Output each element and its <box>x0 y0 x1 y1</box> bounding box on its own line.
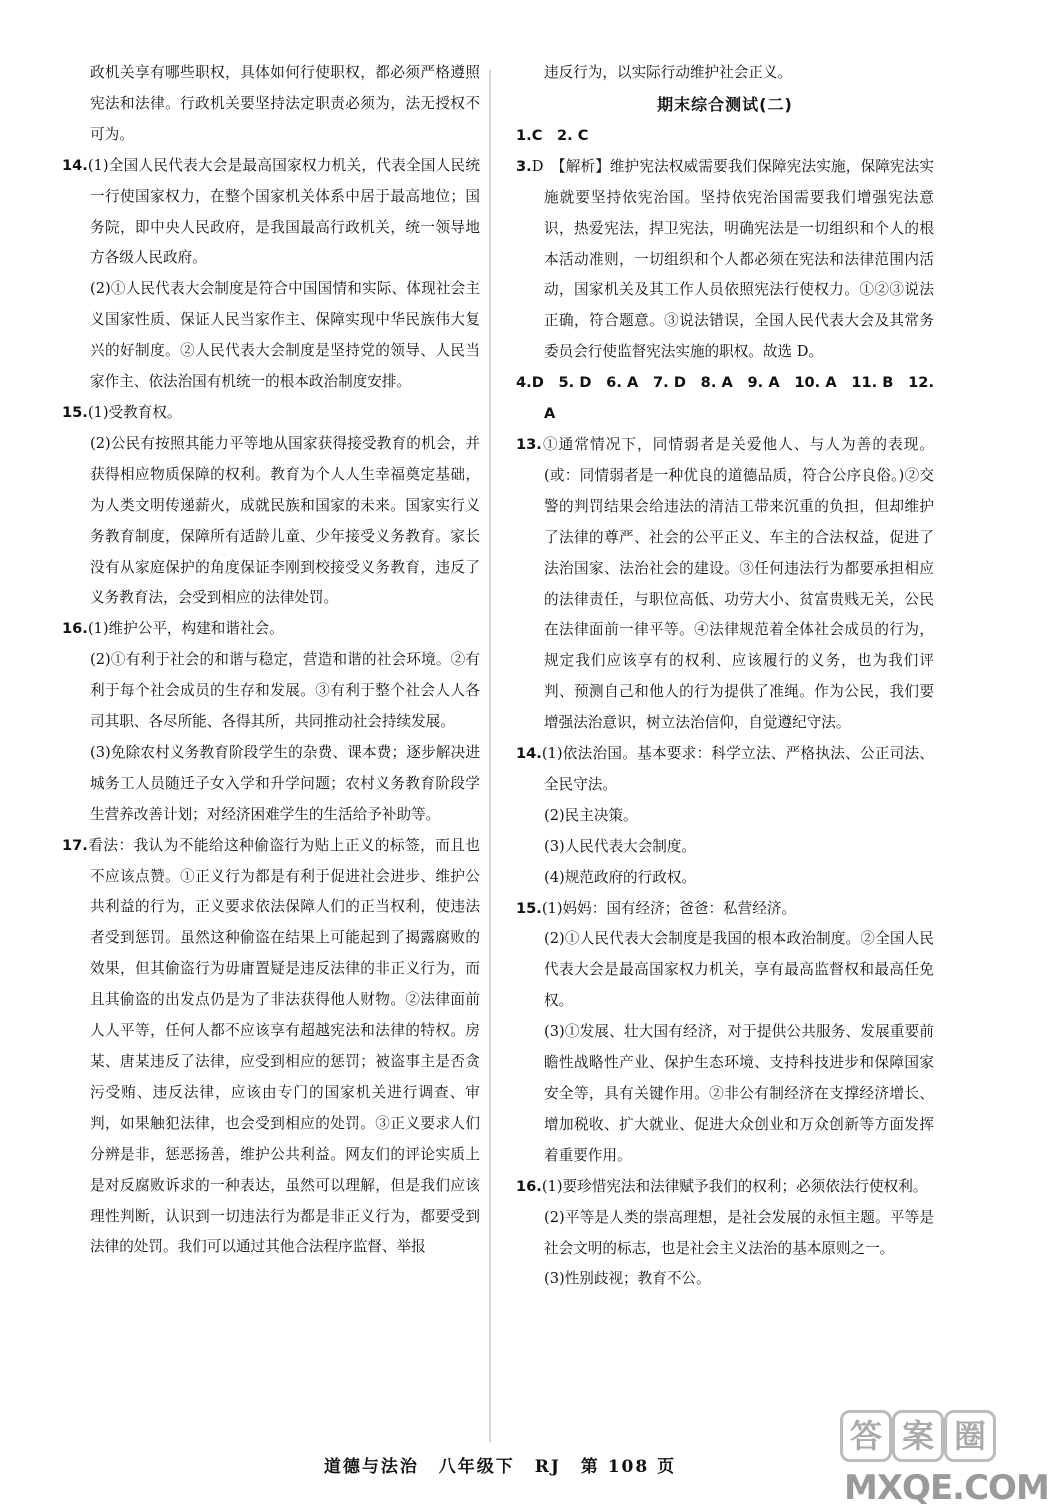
answer-text: (3)免除农村义务教育阶段学生的杂费、课本费；逐步解决进城务工人员随迁子女入学和升学问题；农村义务教育阶段学生营养改善计划；对经济困难学生的生活给予补助等。 <box>90 743 480 823</box>
column-divider <box>489 70 491 1442</box>
answer-item <box>62 151 480 275</box>
question-number: 3. <box>516 157 532 175</box>
answer-text: (1)妈妈：国有经济；爸爸：私营经济。 <box>541 899 797 917</box>
question-number: 16. <box>62 620 88 638</box>
answer-item <box>516 1203 934 1265</box>
answer-text: (3)人民代表大会制度。 <box>544 837 697 855</box>
answer-item <box>62 398 480 429</box>
answer-item <box>516 152 934 368</box>
answer-text: ①通常情况下，同情弱者是关爱他人、与人为善的表现。(或：同情弱者是一种优良的道德品质，符合公序良俗。)②交警的判罚结果会给违法的清洁工带来沉重的负担，但却维护了法律的尊严、社会的公平正义、车主的合法权益，促进了法治国家、法治社会的建设。③任何违法行为都要承担相应的法律责任，与职位高低、功劳大小、贫富贵贱无关，公民在法律面前一律平等。④法律规范着全体社会成员的行为，规定我们应该享有的权利、应该履行的义务，也为我们评判、预测自己和他人的行为提供了准绳。作为公民，我们要增强法治意识，树立法治信仰，自觉遵纪守法。 <box>541 435 934 732</box>
question-number: 17. <box>62 836 88 854</box>
answer-item <box>62 274 480 398</box>
question-number: 15. <box>516 899 542 917</box>
answer-item <box>516 801 934 832</box>
answer-item <box>516 1017 934 1172</box>
answer-text: (2)①人民代表大会制度是我国的根本政治制度。②全国人民代表大会是最高国家权力机关，享有最高监督权和最高任免权。 <box>544 930 934 1010</box>
question-number: 13. <box>516 435 542 453</box>
answer-item <box>516 863 934 894</box>
answer-text: (1)维护公平，构建和谐社会。 <box>87 620 284 638</box>
section-title: 期末综合测试(二) <box>657 94 793 114</box>
answer-item <box>516 430 934 739</box>
answer-item <box>516 739 934 801</box>
answer-text: (3)①发展、壮大国有经济，对于提供公共服务、发展重要前瞻性战略性产业、保护生态环境、支持科技进步和保障国家安全等，具有关键作用。②非公有制经济在支撑经济增长、增加税收、扩大就业、促进大众创业和万众创新等方面发挥着重要作用。 <box>544 1023 934 1164</box>
answer-item <box>516 832 934 863</box>
answer-text: (2)民主决策。 <box>544 806 638 824</box>
answer-item <box>516 894 934 925</box>
answer-text: D 5. D 6. A 7. D 8. A 9. A 10. A 11. B 12. A <box>531 374 934 423</box>
answer-text: (1)受教育权。 <box>87 403 182 421</box>
continued-text: 违反行为，以实际行动维护社会正义。 <box>544 64 793 81</box>
watermark-url: MXQE.COM <box>844 1468 1049 1508</box>
question-number: 4. <box>516 374 532 392</box>
answer-text: (1)全国人民代表大会是最高国家权力机关，代表全国人民统一行使国家权力，在整个国家机关体系中居于最高地位；国务院，即中央人民政府，是我国最高行政机关，统一领导地方各级人民政府。 <box>87 156 480 267</box>
answer-item <box>62 645 480 738</box>
answer-text: (2)平等是人类的崇高理想，是社会发展的永恒主题。平等是社会文明的标志，也是社会主义法治的基本原则之一。 <box>544 1208 934 1257</box>
watermark-char: 答 <box>840 1410 892 1462</box>
right-column <box>516 58 934 1295</box>
question-number: 14. <box>516 745 542 763</box>
answer-item <box>62 831 480 1264</box>
answer-text: (4)规范政府的行政权。 <box>544 868 697 886</box>
answer-text: (3)性别歧视；教育不公。 <box>544 1270 711 1288</box>
answer-text: (1)要珍惜宪法和法律赋予我们的权利；必须依法行使权利。 <box>541 1177 928 1195</box>
answer-text: 看法：我认为不能给这种偷盗行为贴上正义的标签，而且也不应该点赞。①正义行为都是有利于促进社会进步、维护公共利益的行为，正义要求依法保障人们的正当权利，使违法者受到惩罚。虽然这种偷盗在结果上可能起到了揭露腐败的效果，但其偷盗行为毋庸置疑是违反法律的非正义行为，而且其偷盗的出发点仍是为了非法获得他人财物。②法律面前人人平等，任何人都不应该享有超越宪法和法律的特权。房某、唐某违反了法律，应受到相应的惩罚；被盗事主是否贪污受贿、违反法律，应该由专门的国家机关进行调查、审判，如果触犯法律，也会受到相应的处罚。③正义要求人们分辨是非，惩恶扬善，维护公共利益。网友们的评论实质上是对反腐败诉求的一种表达，虽然可以理解，但是我们应该理性判断，认识到一切违法行为都是非正义行为，都要受到法律的处罚。我们可以通过其他合法程序监督、举报 <box>87 836 480 1256</box>
answer-item <box>62 738 480 831</box>
watermark-char: 案 <box>892 1410 944 1462</box>
footer-edition: RJ <box>534 1457 561 1477</box>
answer-item <box>516 1264 934 1295</box>
answer-text: (2)公民有按照其能力平等地从国家获得接受教育的机会，并获得相应物质保障的权利。教育为个人人生幸福奠定基础，为人类文明传递薪火，成就民族和国家的未来。国家实行义务教育制度，保障所有适龄儿童、少年接受义务教育。家长没有从家庭保护的角度保证李刚到校接受义务教育，违反了义务教育法，会受到相应的法律处罚。 <box>90 434 480 607</box>
answer-text: (2)①人民代表大会制度是符合中国国情和实际、体现社会主义国家性质、保证人民当家作主、保障实现中华民族伟大复兴的好制度。②人民代表大会制度是坚持党的领导、人民当家作主、依法治国有机统一的根本政治制度安排。 <box>90 280 480 391</box>
watermark-logo <box>830 1402 1049 1511</box>
answer-item <box>516 121 934 152</box>
answer-text: D 【解析】维护宪法权威需要我们保障宪法实施，保障宪法实施就要坚持依宪治国。坚持依宪治国需要我们增强宪法意识，热爱宪法，捍卫宪法，明确宪法是一切组织和个人的根本活动准则，一切组织和个人都必须在宪法和法律范围内活动，国家机关及其工作人员依照宪法行使权力。①②③说法正确，符合题意。③说法错误，全国人民代表大会及其常务委员会行使监督宪法实施的职权。故选 D。 <box>531 157 934 361</box>
answer-item <box>516 1172 934 1203</box>
question-number: 15. <box>62 403 88 421</box>
answer-item <box>62 58 480 151</box>
answer-item <box>62 429 480 614</box>
footer-subject: 道德与法治 <box>323 1457 419 1477</box>
watermark-char: 圈 <box>944 1410 996 1462</box>
footer-page-number: 第 108 页 <box>580 1457 677 1477</box>
right-answers <box>516 121 934 1295</box>
left-column <box>62 58 480 1263</box>
question-number: 1. <box>516 126 532 144</box>
question-number: 14. <box>62 156 88 174</box>
answer-text: 政机关享有哪些职权，具体如何行使职权，都必须严格遵照宪法和法律。行政机关要坚持法定职责必须为，法无授权不可为。 <box>90 64 480 143</box>
answer-text: C 2. C <box>531 126 589 144</box>
answer-item <box>62 614 480 645</box>
footer-grade: 八年级下 <box>438 1457 515 1477</box>
answer-text: (2)①有利于社会的和谐与稳定，营造和谐的社会环境。②有利于每个社会成员的生存和发展。③有利于整个社会人人各司其职、各尽所能、各得其所，共同推动社会持续发展。 <box>90 651 480 731</box>
answer-text: (1)依法治国。基本要求：科学立法、严格执法、公正司法、全民守法。 <box>541 745 934 793</box>
answer-item <box>516 924 934 1017</box>
answer-item <box>516 368 934 430</box>
question-number: 16. <box>516 1177 542 1195</box>
